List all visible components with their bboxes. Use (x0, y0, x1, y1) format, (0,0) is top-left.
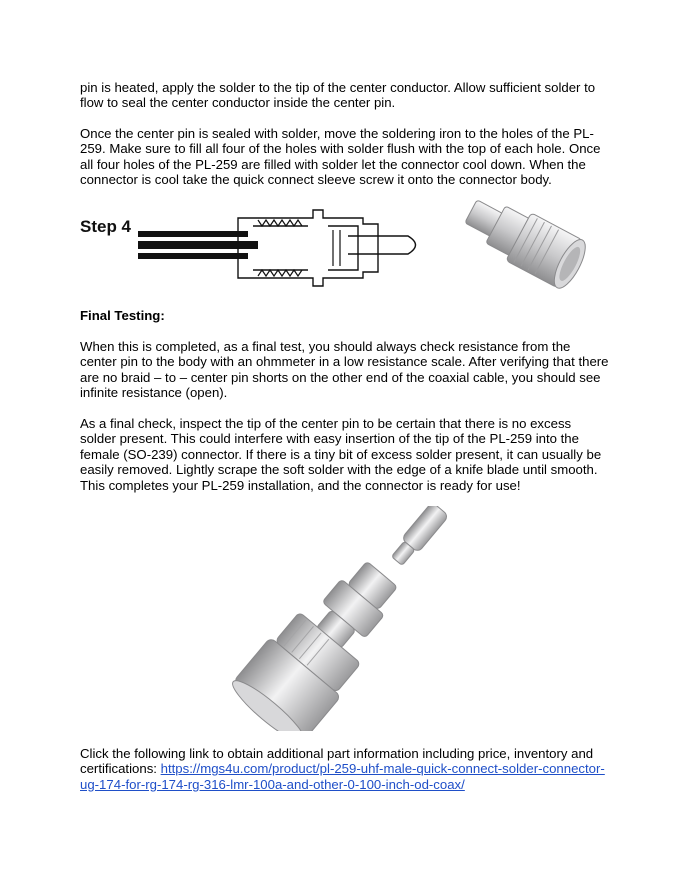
paragraph-final-check: As a final check, inspect the tip of the center pin to be certain that there is no excess solder present. This could interfere with easy insertion of the tip of the PL-259 into the female (SO-239) connector. If there is a tiny bit of excess solder present, it can usually be easily removed. Lightly scrape the soft solder with the edge of a knife blade until smooth. This completes your PL-259 installation, and the connector is ready for use! (80, 416, 602, 493)
cable-outer-top (138, 231, 248, 237)
step-4-label: Step 4 (80, 217, 132, 236)
paragraph-part-link (80, 746, 610, 792)
link-intro-text: Click the following link to obtain additional part information including price, inventory and certifications: (80, 746, 594, 777)
center-pin-part (388, 506, 449, 568)
paragraph-resistance-test: When this is completed, as a final test, you should always check resistance from the center pin to the body with an ohmmeter in a low resistance scale. After verifying that there are no braid – to – center pin shorts on the other end of the coaxial cable, you should see infinite resistance (open). (80, 339, 609, 401)
assembled-connector-image (460, 192, 600, 298)
final-testing-heading: Final Testing: (80, 308, 165, 323)
product-link[interactable]: https://mgs4u.com/product/pl-259-uhf-male-quick-connect-solder-connector-ug-174-for-rg-174-rg-316-lmr-100a-and-other-0-100-inch-od-coax/ (80, 761, 605, 792)
paragraph-solder-flow: pin is heated, apply the solder to the tip of the center conductor. Allow sufficient solder to flow to seal the center conductor inside the center pin. (80, 80, 596, 111)
cable-outer-bottom (138, 253, 248, 259)
step-4-diagram (78, 198, 433, 298)
thread-marks (258, 220, 340, 276)
cable-core (138, 241, 258, 249)
exploded-connector-image (228, 506, 453, 731)
paragraph-fill-holes: Once the center pin is sealed with solder, move the soldering iron to the holes of the PL-259. Make sure to fill all four of the holes with solder flush with the top of each hole. Once all four holes of the PL-259 are filled with solder let the connector cool down. When the connector is cool take the quick connect sleeve screw it onto the connector body. (80, 126, 601, 188)
